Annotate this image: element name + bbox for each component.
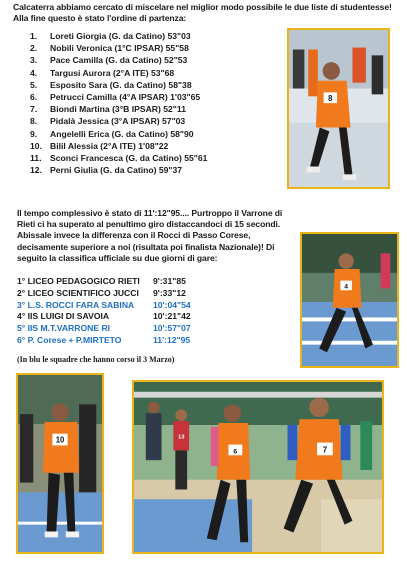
ranking-team: 6° P. Corese + P.MIRTETO	[17, 334, 122, 345]
bib-number: 6	[233, 448, 238, 456]
ranking-time: 9':33"12	[153, 287, 186, 298]
ranking-team: 4° IIS LUIGI DI SAVOIA	[17, 311, 110, 322]
bib-number: 10	[55, 435, 65, 445]
runner-number: 5.	[30, 79, 38, 90]
runner-number: 10.	[30, 140, 42, 151]
runner-name-time: Biondi Martina (3°B IPSAR) 52"11	[50, 104, 186, 115]
runner-item	[30, 164, 288, 176]
ranking-table	[17, 276, 297, 347]
runner-name-time: Bilil Alessia (2°A ITE) 1'08"22	[50, 140, 169, 151]
ranking-time: 9':31"85	[153, 276, 186, 286]
ranking-team: 5° IIS M.T.VARRONE RI	[17, 323, 111, 334]
intro-paragraph: Calcaterra abbiamo cercato di miscelare nel miglior modo possibile le due liste di studentesse! Alla fine questo è stato l'ordine di partenza:	[13, 2, 392, 23]
photo-runner-10	[16, 373, 104, 554]
runner-number: 6.	[30, 92, 38, 103]
runner-number: 4.	[30, 67, 38, 78]
ranking-team: 1° LICEO PEDAGOGICO RIETI	[17, 276, 140, 286]
ranking-team: 2° LICEO SCIENTIFICO JUCCI	[17, 287, 139, 298]
runner-item	[30, 79, 288, 91]
bib-number: 4	[344, 283, 349, 291]
bib-number: 13	[177, 434, 185, 441]
legend-note: (In blu le squadre che hanno corso il 3 Marzo)	[17, 355, 175, 364]
photo-runners-group	[132, 380, 384, 554]
ranking-row	[17, 288, 297, 300]
runner-name-time: Sconci Francesca (G. da Catino) 55"61	[50, 153, 208, 164]
ranking-row	[17, 323, 297, 335]
runner-name-time: Targusi Aurora (2°A ITE) 53"68	[50, 67, 175, 78]
runner-item	[30, 128, 288, 140]
runner-item	[30, 152, 288, 164]
runner-number: 7.	[30, 104, 38, 115]
runner-name-time: Nobili Veronica (1°C IPSAR) 55"58	[50, 43, 189, 54]
runner-list	[30, 30, 288, 176]
runner-item	[30, 103, 288, 115]
bib-number: 7	[322, 445, 328, 455]
ranking-time: 10':21"42	[153, 311, 191, 322]
photo-runner-4	[300, 232, 399, 368]
runner-item	[30, 54, 288, 66]
runner-number: 9.	[30, 128, 38, 139]
runner-name-time: Pidalà Jessica (3°A IPSAR) 57"03	[50, 116, 186, 127]
bib-number: 8	[328, 94, 333, 104]
ranking-team: 3° L.S. ROCCI FARA SABINA	[17, 299, 135, 310]
ranking-row	[17, 311, 297, 323]
runner-item	[30, 115, 288, 127]
ranking-time: 10':04"54	[153, 299, 191, 310]
runner-number: 12.	[30, 165, 42, 176]
runner-item	[30, 91, 288, 103]
runner-name-time: Esposito Sara (G. da Catino) 58"38	[50, 79, 192, 90]
runner-number: 3.	[30, 55, 38, 66]
runner-name-time: Pace Camilla (G. da Catino) 52"53	[50, 55, 188, 66]
runner-name-time: Petrucci Camilla (4°A IPSAR) 1'03"65	[50, 92, 201, 103]
runner-number: 11.	[30, 153, 42, 164]
ranking-row	[17, 276, 297, 288]
runner-name-time: Loreti Giorgia (G. da Catino) 53"03	[50, 31, 191, 41]
ranking-row	[17, 300, 297, 312]
ranking-row	[17, 335, 297, 347]
runner-number: 2.	[30, 43, 38, 54]
runner-item	[30, 42, 288, 54]
ranking-time: 11':12"95	[153, 334, 191, 345]
runner-name-time: Perni Giulia (G. da Catino) 59"37	[50, 165, 183, 176]
runner-number: 8.	[30, 116, 38, 127]
photo-runner-8	[287, 28, 390, 189]
runner-item	[30, 67, 288, 79]
runner-item	[30, 140, 288, 152]
runner-item	[30, 30, 288, 42]
ranking-time: 10':57"07	[153, 323, 191, 334]
runner-number: 1.	[30, 31, 38, 41]
runner-name-time: Angelelli Erica (G. da Catino) 58"90	[50, 128, 194, 139]
results-paragraph: Il tempo complessivo è stato di 11':12"95.... Purtroppo il Varrone di Rieti ci ha superato al penultimo giro distaccandoci di 15 secondi. Abissale invece la differenza con il Rocci di Passo Corese, decisamente superiore a noi (risultata poi finalista Nazionale)! Di seguito la classifica ufficiale su due giorni di gare:	[17, 208, 283, 263]
